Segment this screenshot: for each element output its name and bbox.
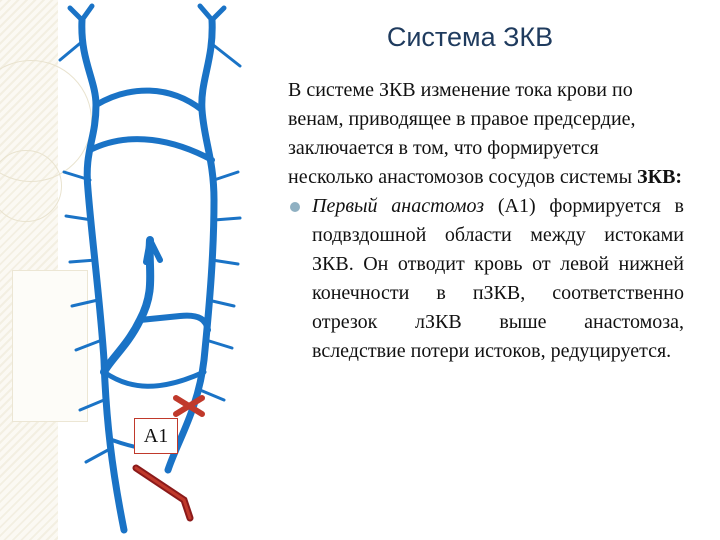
slide-title: Система ЗКВ: [386, 22, 554, 52]
bullet-text: (А1) формируется в подвздошной области между истоками ЗКВ. Он отводит кровь от левой нижней конечности в пЗКВ, соответственно отрезок лЗКВ выше анастомоза, вследствие потери истоков, редуцируется.: [312, 195, 684, 362]
upper-anastomosis-2: [90, 139, 212, 160]
upper-anastomosis: [96, 91, 202, 110]
slide-body: [288, 76, 684, 366]
intro-text: В системе ЗКВ изменение тока крови по венам, приводящее в правое предсердие, заключается в том, что формируется несколько анастомозов сосудов системы: [288, 79, 638, 188]
intro-bold-text: ЗКВ:: [637, 166, 683, 188]
bullet-icon: [290, 202, 300, 212]
reduced-segment-marker: [136, 468, 190, 518]
central-vein: [104, 240, 150, 372]
bullet-italic-text: Первый анастомоз: [312, 195, 485, 217]
anastomosis-label: А1: [134, 418, 178, 454]
intro-paragraph: [288, 76, 684, 192]
vein-system-diagram: [0, 0, 290, 540]
bullet-item-first-anastomosis: [288, 192, 684, 366]
